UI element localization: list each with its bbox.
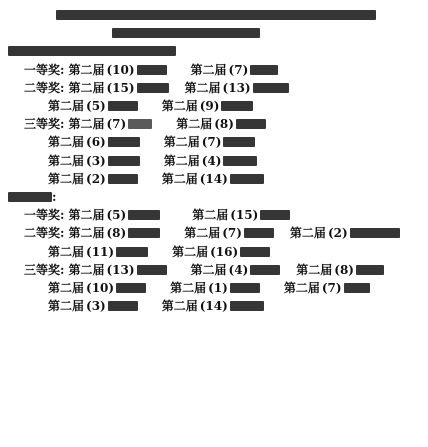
section-heading-bar	[8, 192, 52, 202]
entry: 第二届 (13)	[185, 82, 289, 94]
first-prize-row-2: 二等奖 : 第二届 (15) 第二届 (13)	[8, 79, 422, 97]
entry: 第二届 (6)	[48, 136, 140, 148]
section-2-row-3	[8, 242, 422, 260]
entry: 第二届 (7)	[68, 118, 152, 130]
entry: 第二届 (10)	[48, 282, 146, 294]
entry: 第二届 (7)	[184, 227, 274, 239]
entry: 第二届 (2)	[290, 227, 400, 239]
first-prize-row-1: 一等奖 : 第二届 (10) 第二届 (7)	[8, 61, 422, 79]
entry: 第二届 (15)	[68, 82, 168, 94]
entry: 第二届 (7)	[191, 64, 279, 76]
subtitle-text-bar	[112, 28, 260, 38]
entry: 第二届 (1)	[170, 282, 260, 294]
first-prize-label-b: 一等奖	[24, 208, 61, 223]
entry: 第二届 (4)	[191, 264, 281, 276]
entry: 第二届 (7)	[164, 136, 256, 148]
section-2-heading: :	[8, 188, 422, 206]
second-prize-label-a: 二等奖	[24, 80, 61, 95]
section-2-row-5	[8, 279, 422, 297]
entry: 第二届 (5)	[48, 100, 138, 112]
section-2-row-1: 一等奖 : 第二届 (5) 第二届 (15)	[8, 206, 422, 224]
entry: 第二届 (10)	[68, 64, 166, 76]
entry: 第二届 (3)	[48, 300, 138, 312]
entry: 第二届 (2)	[48, 173, 138, 185]
title-text-bar	[56, 10, 376, 20]
intro-text-bar	[8, 46, 176, 56]
title-line-2	[8, 24, 422, 42]
entry: 第二届 (8)	[176, 118, 266, 130]
first-prize-label: 一等奖	[24, 62, 61, 77]
entry: 第二届 (3)	[48, 155, 140, 167]
entry: 第二届 (16)	[172, 246, 270, 258]
row-3	[8, 97, 422, 115]
row-5	[8, 133, 422, 151]
entry: 第二届 (5)	[68, 209, 160, 221]
entry: 第二届 (4)	[164, 155, 258, 167]
title-line-1	[8, 6, 422, 24]
section-2-row-4: 三等奖 : 第二届 (13) 第二届 (4) 第二届 (8)	[8, 261, 422, 279]
entry: 第二届 (14)	[162, 300, 264, 312]
entry: 第二届 (7)	[284, 282, 370, 294]
entry: 第二届 (8)	[296, 264, 384, 276]
section-2-row-6	[8, 297, 422, 315]
entry: 第二届 (13)	[68, 264, 166, 276]
entry: 第二届 (14)	[162, 173, 264, 185]
row-7	[8, 170, 422, 188]
second-prize-label-b: 二等奖	[24, 226, 61, 241]
third-prize-label-a: 三等奖	[24, 117, 61, 132]
row-4: 三等奖 : 第二届 (7) 第二届 (8)	[8, 115, 422, 133]
row-6	[8, 152, 422, 170]
third-prize-label-b: 三等奖	[24, 262, 61, 277]
entry: 第二届 (8)	[68, 227, 160, 239]
intro-line	[8, 42, 422, 60]
entry: 第二届 (11)	[48, 246, 148, 258]
entry: 第二届 (9)	[162, 100, 254, 112]
section-2-row-2: 二等奖 : 第二届 (8) 第二届 (7) 第二届 (2)	[8, 224, 422, 242]
entry: 第二届 (15)	[192, 209, 290, 221]
